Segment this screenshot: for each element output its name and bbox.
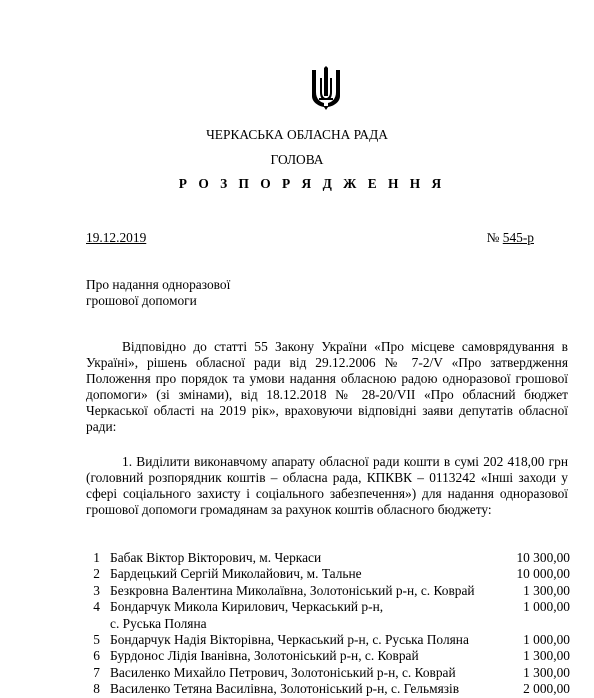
recipient-number: 6 [93,648,100,664]
recipient-row [86,632,570,648]
position-title: ГОЛОВА [270,152,324,167]
recipient-amount: 1 300,00 [523,664,570,680]
recipient-row [86,599,570,632]
recipient-row [86,681,570,697]
recipient-name: Василенко Михайло Петрович, Золотоніський р-н, с. Коврай [110,664,456,680]
recipient-row [86,583,570,599]
subject-line-2: грошової допомоги [86,293,197,308]
recipient-amount: 2 000,00 [523,681,570,697]
recipient-name: Бурдонос Лідія Іванівна, Золотоніський р-н, с. Коврай [110,648,419,664]
recipient-row [86,566,570,582]
recipient-amount: 1 300,00 [523,582,570,598]
decision-paragraph: 1. Виділити виконавчому апарату обласної ради кошти в сумі 202 418,00 грн (головний розпорядник коштів – обласна рада, КПКВК – 0113242 «Інші заходи у сфері соціального захисту і соціального забезпечення») для надання одноразової грошової допомоги громадянам за рахунок коштів обласного бюджету: [86,454,568,517]
recipients-list [86,550,570,698]
recipient-name: Бондарчук Микола Кирилович, Черкаський р-н, [110,599,384,615]
recipient-row [86,648,570,664]
document-subject [86,277,230,309]
recipient-name: Василенко Тетяна Василівна, Золотоніський р-н, с. Гельмязів [110,681,460,697]
number-value: 545-р [502,230,534,245]
recipient-number: 5 [93,631,100,647]
organization-name: ЧЕРКАСЬКА ОБЛАСНА РАДА [206,127,388,142]
recipient-name: Бардецький Сергій Миколайович, м. Тальне [110,566,362,582]
recipient-row [86,550,570,566]
recipient-number: 2 [93,566,100,582]
document-type-title: Р О З П О Р Я Д Ж Е Н Н Я [178,176,446,191]
document-number [487,230,534,246]
recipient-number: 7 [93,664,100,680]
trident-emblem-icon [310,66,342,110]
recipient-number: 1 [93,550,100,565]
number-prefix: № [486,230,503,245]
recipient-amount: 1 000,00 [523,599,570,615]
recipient-name: Безкровна Валентина Миколаївна, Золотоніський р-н, с. Коврай [110,582,475,598]
recipient-amount: 10 300,00 [516,550,570,565]
recipient-amount: 1 000,00 [523,631,570,647]
recipient-number: 3 [93,582,100,598]
document-date: 19.12.2019 [86,230,147,245]
preamble-paragraph: Відповідно до статті 55 Закону України «Про місцеве самоврядування в Україні», рішень обласної ради від 29.12.2006 № 7-2/V «Про затвердження Положення про порядок та умови надання обласною радою одноразової грошової допомоги» (зі змінами), від 18.12.2018 № 28-20/VII «Про обласний бюджет Черкаської області на 2019 рік», враховуючи відповідні заяви депутатів обласної ради: [86,339,568,434]
recipient-number: 4 [93,599,100,615]
recipient-amount: 1 300,00 [523,648,570,664]
recipient-number: 8 [93,681,100,697]
recipient-row [86,665,570,681]
recipient-name: Бондарчук Надія Вікторівна, Черкаський р-н, с. Руська Поляна [110,631,469,647]
recipient-amount: 10 000,00 [516,566,570,582]
recipient-name-continued: с. Руська Поляна [110,615,207,631]
subject-line-1: Про надання одноразової [86,277,231,292]
recipient-name: Бабак Віктор Вікторович, м. Черкаси [110,550,322,565]
